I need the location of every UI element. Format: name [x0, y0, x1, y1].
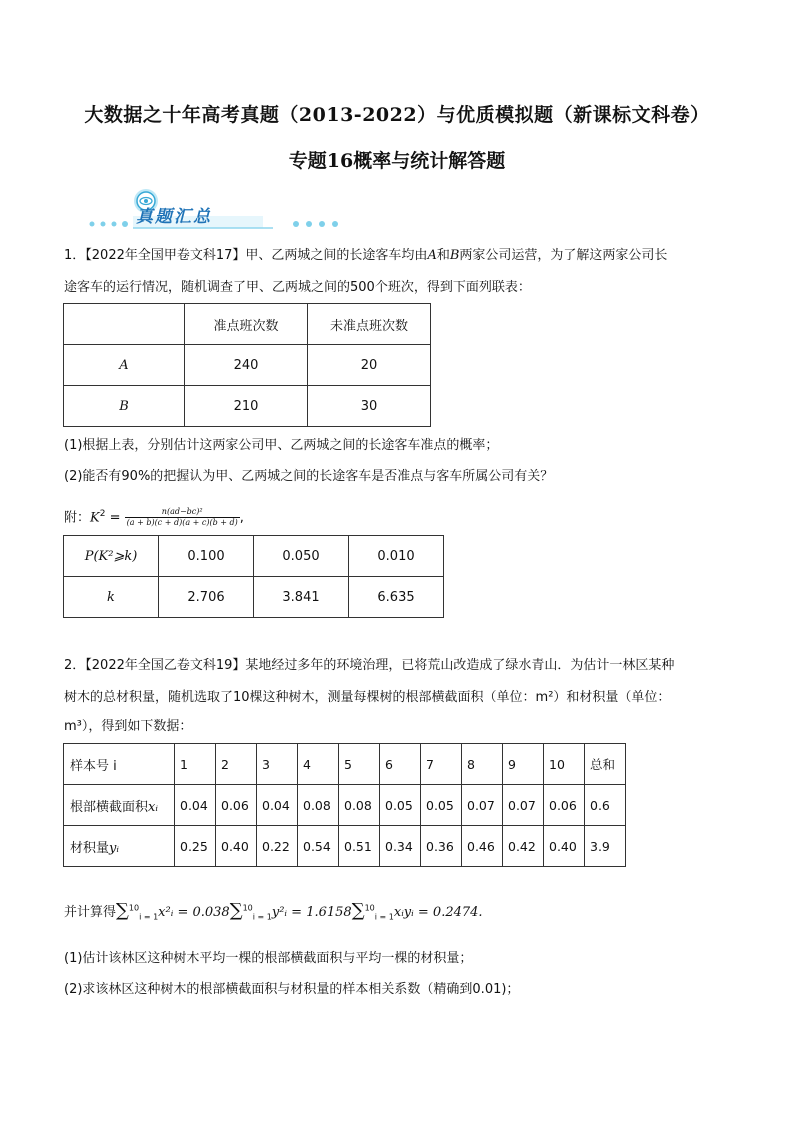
formula-line: 附：$K^2$ = $\frac{\text{n(ad−bc)²}}{(a + b)(c + d)(a + c)(b + d)}$ , [64, 507, 244, 528]
table-cell: 0.46 [462, 826, 503, 867]
table-row [64, 826, 626, 867]
row-label-var: yᵢ [109, 840, 119, 856]
sum-3: xᵢyᵢ = 0.2474. [393, 905, 483, 920]
table-cell: 0.07 [503, 785, 544, 826]
table-header-cell: 准点班次数 [185, 304, 308, 345]
table-cell: 0.34 [380, 826, 421, 867]
row-label-var: xᵢ [148, 799, 158, 815]
table-cell: 30 [308, 386, 431, 427]
q1-line1 [64, 246, 667, 266]
formula-fraction [125, 507, 240, 528]
sum-upper: 10 [364, 903, 375, 913]
table-cell: 3.841 [254, 577, 349, 618]
table-row-label: k [64, 577, 159, 618]
q2-part1: (1)估计该林区这种树木平均一棵的根部横截面积与平均一棵的材积量； [64, 951, 473, 966]
q2-part2: (2)求该林区这种树木的根部横截面积与材积量的样本相关系数（精确到0.01)； [64, 982, 520, 997]
q1-text-c: 两家公司运营，为了解这两家公司长 [459, 248, 668, 263]
q2-source: 【2022年全国乙卷文科19】 [85, 658, 246, 673]
banner-label: 真题汇总 [136, 207, 212, 227]
table-cell: 8 [462, 744, 503, 785]
table-cell: 0.04 [257, 785, 298, 826]
sum-statement [64, 900, 483, 922]
row-label-text: 材积量 [70, 840, 110, 856]
table-cell: 0.010 [349, 536, 444, 577]
table-cell: 210 [185, 386, 308, 427]
q2-text: 某地经过多年的环境治理，已将荒山改造成了绿水青山．为估计一林区某种 [245, 658, 675, 673]
document-subtitle: 专题16概率与统计解答题 [288, 150, 506, 172]
sum-lower: i = 1 [252, 912, 272, 922]
table-row-label: P(K²⩾k) [64, 536, 159, 577]
table-cell: 0.06 [216, 785, 257, 826]
critical-value-table [63, 535, 444, 618]
table-cell: 10 [544, 744, 585, 785]
banner-decoration [88, 188, 360, 230]
table-cell: 6.635 [349, 577, 444, 618]
row-label-text: 根部横截面积 [70, 799, 149, 815]
sum-upper: 10 [242, 903, 253, 913]
table-cell: 0.51 [339, 826, 380, 867]
table-row [64, 345, 431, 386]
table-cell: 0.05 [421, 785, 462, 826]
table-row [64, 744, 626, 785]
table-cell: 2.706 [159, 577, 254, 618]
table-cell: 0.40 [216, 826, 257, 867]
table-cell: 0.100 [159, 536, 254, 577]
sum-2: y²ᵢ = 1.6158 [271, 905, 352, 920]
table-row [64, 536, 444, 577]
table-cell: 5 [339, 744, 380, 785]
appendix-label: 附： [64, 510, 91, 526]
table-cell: 3.9 [585, 826, 626, 867]
table-cell: 0.08 [339, 785, 380, 826]
table-cell: 7 [421, 744, 462, 785]
table-header-cell: 未准点班次数 [308, 304, 431, 345]
table-cell: 0.25 [175, 826, 216, 867]
table-cell: 6 [380, 744, 421, 785]
q2-line3: m³），得到如下数据： [64, 719, 193, 734]
table-row [64, 785, 626, 826]
sample-data-table [63, 743, 626, 867]
table-cell: 0.22 [257, 826, 298, 867]
sum-1: x²ᵢ = 0.038 [158, 905, 230, 920]
table-cell: 总和 [585, 744, 626, 785]
table-row-label [64, 785, 175, 826]
section-banner [88, 188, 360, 230]
document-title: 大数据之十年高考真题（2013-2022）与优质模拟题（新课标文科卷） [84, 104, 710, 126]
q1-text-b: 和 [436, 248, 450, 263]
table-cell: 20 [308, 345, 431, 386]
table-cell: 0.40 [544, 826, 585, 867]
table-cell: 0.04 [175, 785, 216, 826]
sigma-icon: ∑ [351, 900, 365, 921]
table-cell: 1 [175, 744, 216, 785]
table-cell: 0.06 [544, 785, 585, 826]
formula-numerator: n(ad−bc)² [125, 507, 240, 518]
q1-part1: (1)根据上表，分别估计这两家公司甲、乙两城之间的长途客车准点的概率； [64, 438, 499, 453]
contingency-table [63, 303, 431, 427]
q2-line2: 树木的总材积量，随机选取了10棵这种树木，测量每棵树的根部横截面积（单位：m²）和材积量（单位： [64, 690, 671, 705]
sum-upper: 10 [128, 903, 140, 913]
table-row-label: B [64, 386, 185, 427]
table-cell: 240 [185, 345, 308, 386]
table-row-label [64, 826, 175, 867]
formula-denominator: (a + b)(c + d)(a + c)(b + d) [126, 518, 238, 528]
sigma-icon: ∑ [229, 900, 243, 921]
q1-source: 【2022年全国甲卷文科17】 [85, 248, 246, 263]
var-a: A [427, 248, 437, 263]
table-cell: 3 [257, 744, 298, 785]
q2-number: 2． [64, 658, 86, 673]
q1-line2: 途客车的运行情况，随机调查了甲、乙两城之间的500个班次，得到下面列联表： [64, 280, 531, 295]
table-row [64, 386, 431, 427]
table-cell: 0.05 [380, 785, 421, 826]
table-cell: 0.08 [298, 785, 339, 826]
q1-text-a: 甲、乙两城之间的长途客车均由 [245, 248, 428, 263]
table-cell: 0.54 [298, 826, 339, 867]
sum-lower: i = 1 [374, 912, 394, 922]
q1-part2: (2)能否有90%的把握认为甲、乙两城之间的长途客车是否准点与客车所属公司有关？ [64, 469, 554, 484]
sigma-icon: ∑ [116, 900, 129, 921]
table-cell: 2 [216, 744, 257, 785]
table-cell [64, 304, 185, 345]
table-cell: 0.050 [254, 536, 349, 577]
formula-lhs: K [90, 510, 100, 526]
table-cell: 0.07 [462, 785, 503, 826]
table-row [64, 304, 431, 345]
table-cell: 0.6 [585, 785, 626, 826]
table-cell: 4 [298, 744, 339, 785]
table-row-label: 样本号 i [64, 744, 175, 785]
sum-lower: i = 1 [139, 912, 159, 922]
table-row [64, 577, 444, 618]
table-cell: 0.36 [421, 826, 462, 867]
q1-number: 1． [64, 248, 86, 263]
table-cell: 0.42 [503, 826, 544, 867]
q2-line1 [64, 656, 674, 676]
calc-prefix: 并计算得 [64, 905, 117, 920]
var-b: B [449, 248, 460, 263]
table-cell: 9 [503, 744, 544, 785]
table-row-label: A [64, 345, 185, 386]
